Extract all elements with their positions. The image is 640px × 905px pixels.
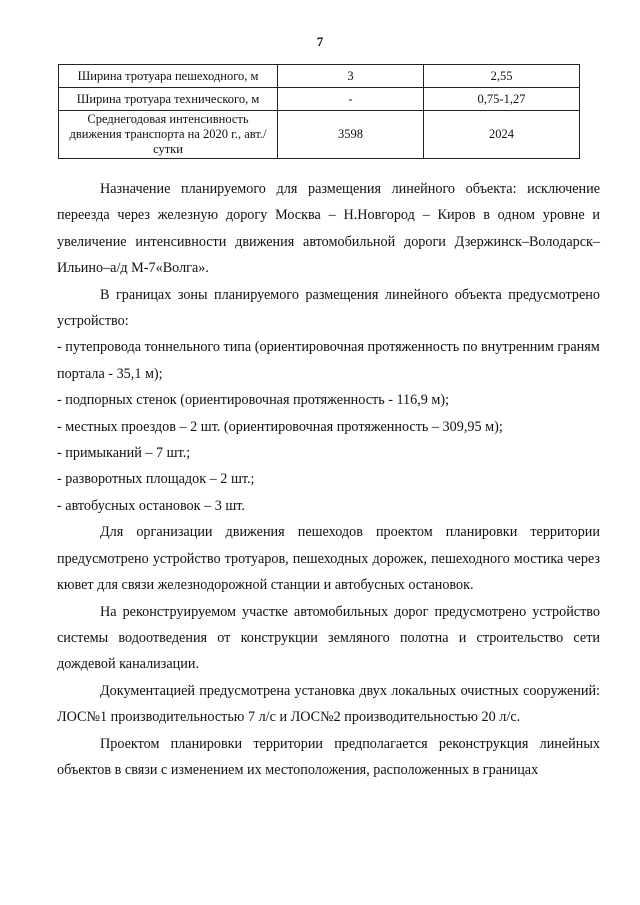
- paragraph-pedestrians: Для организации движения пешеходов проектом планировки территории предусмотрено устройство тротуаров, пешеходных дорожек, пешеходного мостика через кювет для связи железнодорожной станции и автобусных остановок.: [57, 524, 600, 594]
- paragraph-reconstruction: Проектом планировки территории предполагается реконструкция линейных объектов в связи с изменением их местоположения, расположенных в границах: [57, 735, 600, 778]
- table-cell-param: Ширина тротуара пешеходного, м: [59, 65, 278, 88]
- list-item: - разворотных площадок – 2 шт.;: [57, 471, 255, 488]
- paragraph-drainage: На реконструируемом участке автомобильных дорог предусмотрено устройство системы водоотведения от конструкции земляного полотна и строительство сети дождевой канализации.: [57, 603, 600, 673]
- table-cell-param: Среднегодовая интенсивность движения транспорта на 2020 г., авт./сутки: [59, 111, 278, 159]
- table-cell-value: 0,75-1,27: [424, 88, 580, 111]
- parameters-table: [58, 64, 580, 159]
- table-cell-value: 2024: [424, 111, 580, 159]
- table-cell-value: -: [278, 88, 424, 111]
- table-row: [59, 111, 580, 159]
- page-number: 7: [316, 34, 324, 49]
- table-cell-value: 3598: [278, 111, 424, 159]
- list-item: - автобусных остановок – 3 шт.: [57, 497, 245, 514]
- table-row: [59, 65, 580, 88]
- list-item: - путепровода тоннельного типа (ориентировочная протяженность по внутренним граням портала - 35,1 м);: [57, 339, 600, 382]
- paragraph-treatment: Документацией предусмотрена установка двух локальных очистных сооружений: ЛОС№1 производительностью 7 л/с и ЛОС№2 производительностью 20 л/с.: [57, 682, 600, 726]
- list-item: - местных проездов – 2 шт. (ориентировочная протяженность – 309,95 м);: [57, 418, 503, 435]
- paragraph-scope: В границах зоны планируемого размещения линейного объекта предусмотрено устройство:: [57, 286, 600, 330]
- paragraph-purpose: Назначение планируемого для размещения линейного объекта: исключение переезда через железную дорогу Москва – Н.Новгород – Киров в одном уровне и увеличение интенсивности движения автомобильной дороги Дзержинск–Володарск–Ильино–а/д М-7«Волга».: [57, 181, 600, 277]
- table-cell-value: 3: [278, 65, 424, 88]
- document-body: [57, 176, 600, 783]
- table-row: [59, 88, 580, 111]
- table-cell-value: 2,55: [424, 65, 580, 88]
- table-cell-param: Ширина тротуара технического, м: [59, 88, 278, 111]
- list-item: - подпорных стенок (ориентировочная протяженность - 116,9 м);: [57, 392, 450, 409]
- list-item: - примыканий – 7 шт.;: [57, 445, 191, 462]
